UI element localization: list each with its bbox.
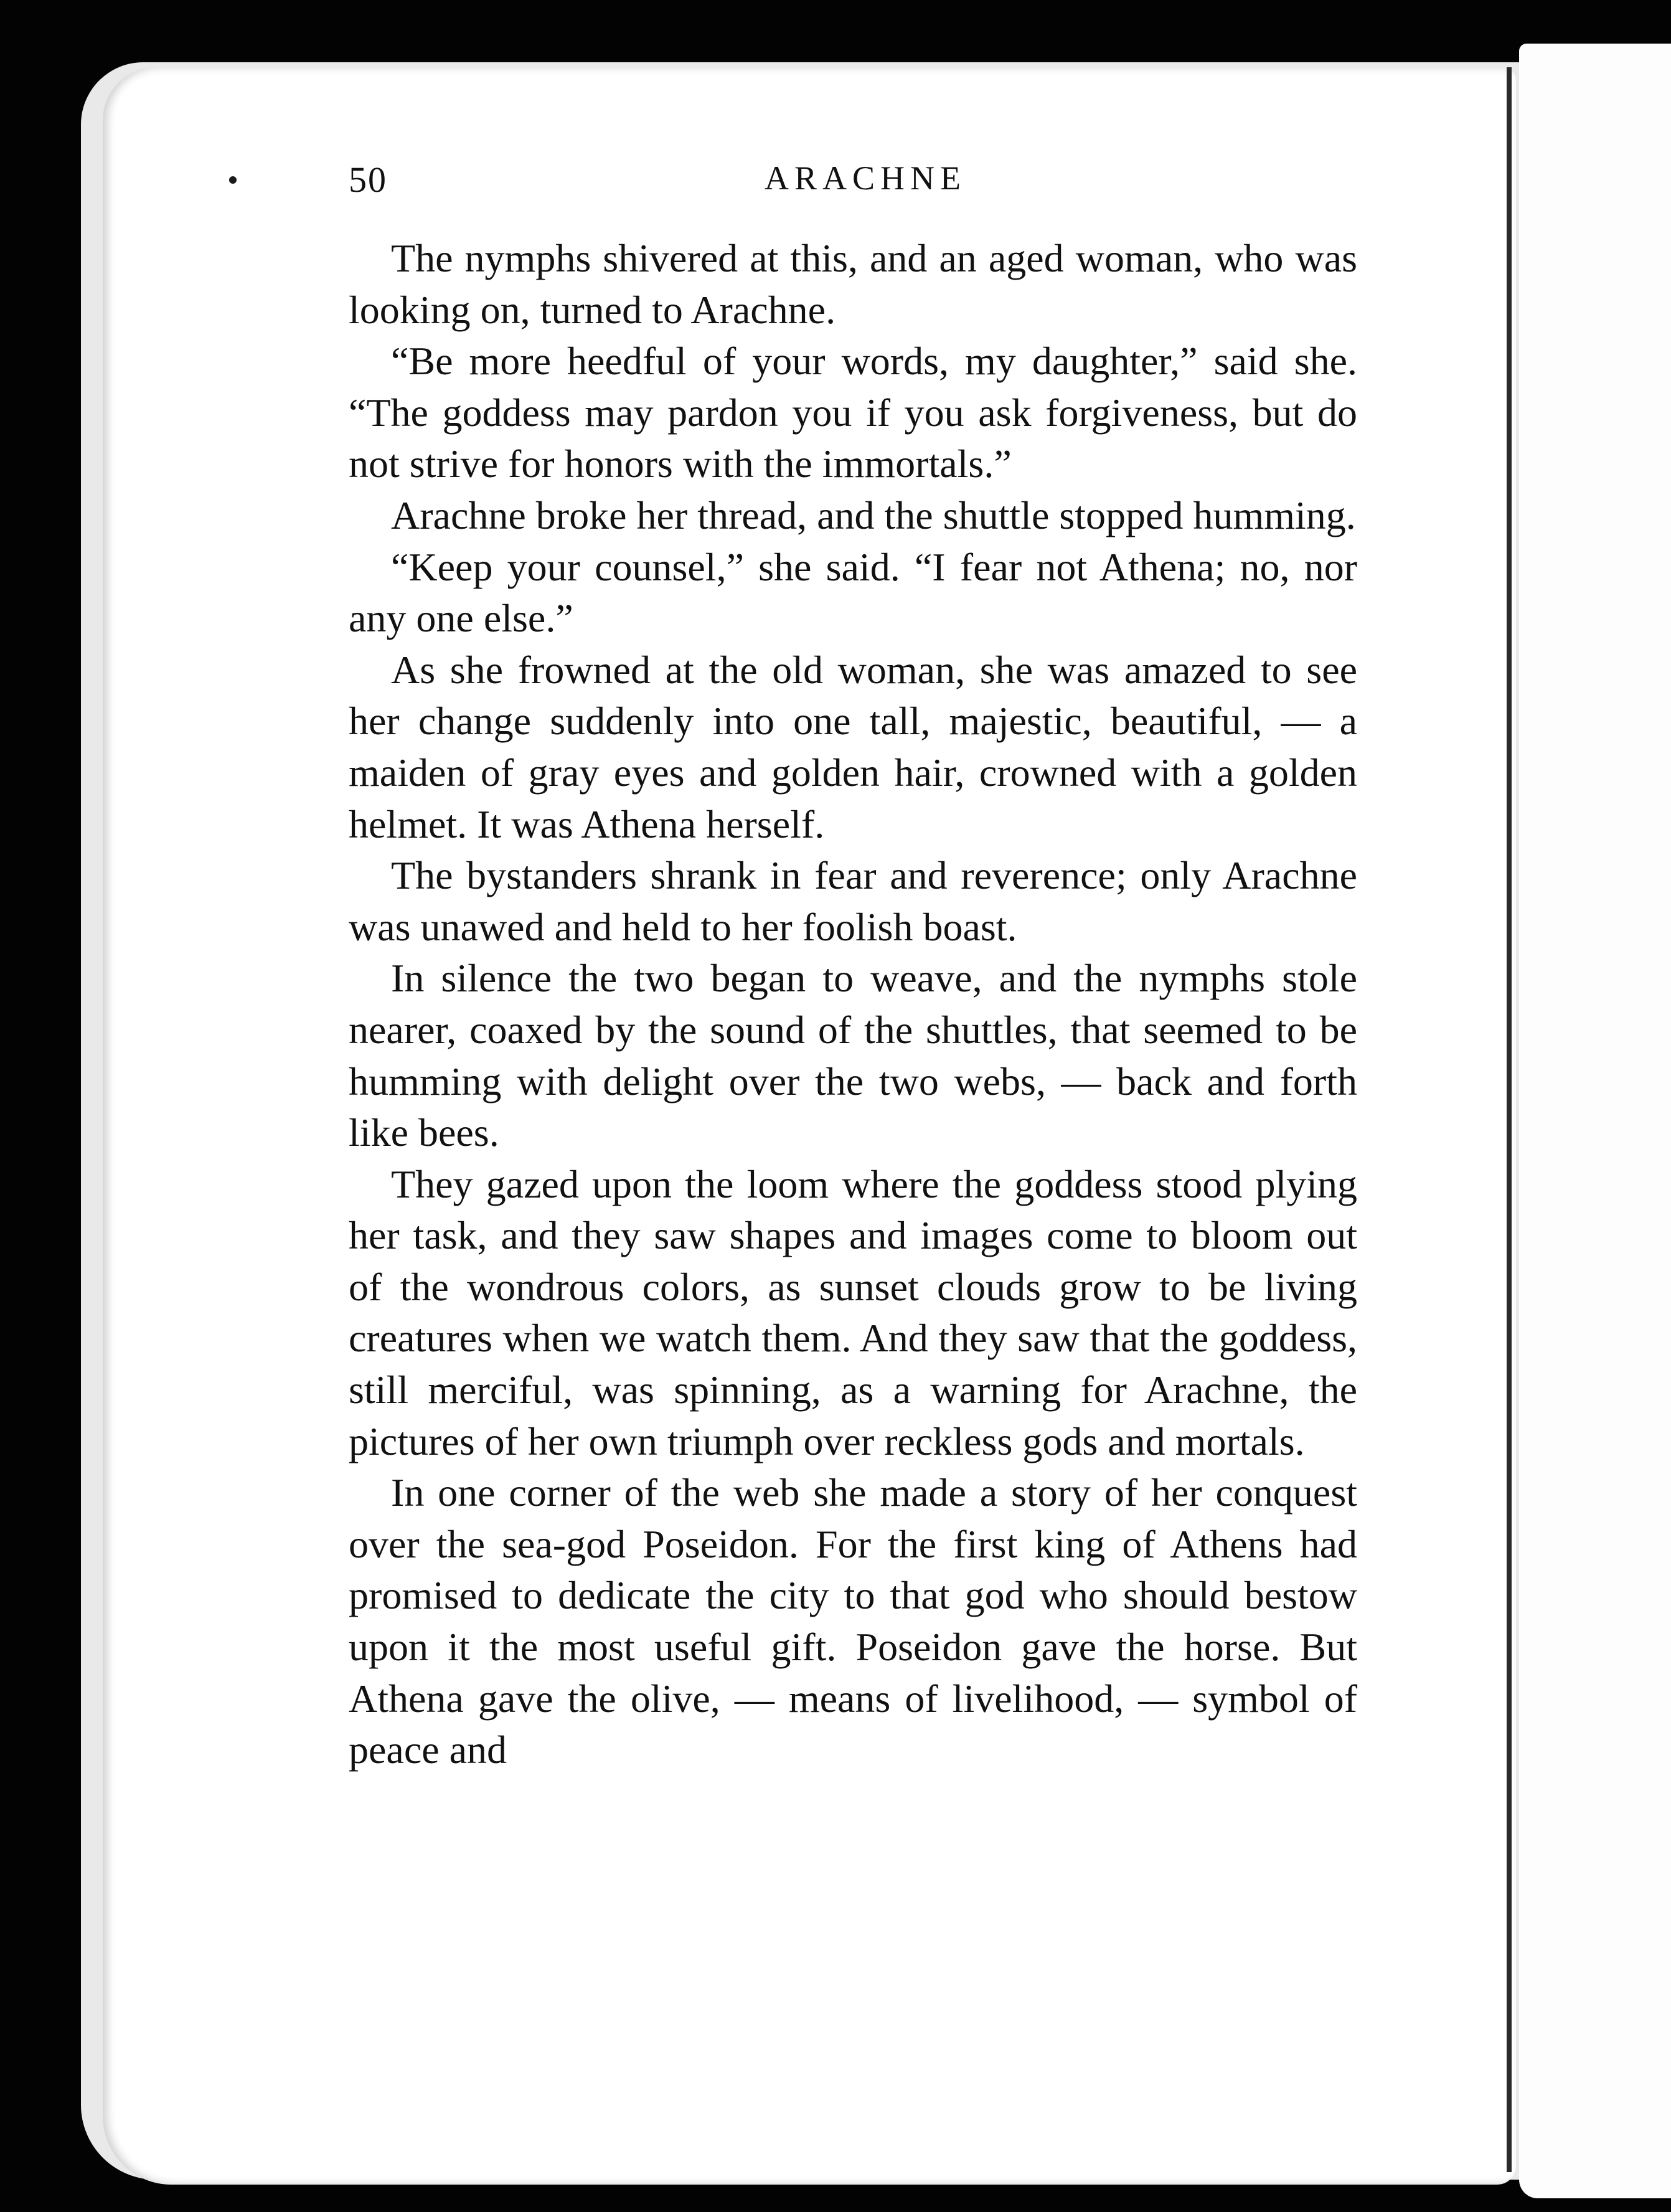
facing-page (1519, 44, 1671, 2198)
paragraph: “Be more heedful of your words, my daughter,” said she. “The goddess may pardon you if you ask forgiveness, but do not strive for honors with the immortals.” (349, 339, 1357, 486)
paragraph: The nymphs shivered at this, and an aged woman, who was looking on, turned to Arachne. (349, 236, 1357, 332)
page-gutter (1507, 67, 1512, 2172)
chapter-title: ARACHNE (764, 159, 966, 197)
paragraph: They gazed upon the loom where the goddess stood plying her task, and they saw shapes and images come to bloom out of the wondrous colors, as sunset clouds grow to be living creatures when we watch them. And they saw that the goddess, still merciful, was spinning, as a warning for Arachne, the pictures of her own triumph over reckless gods and mortals. (349, 1161, 1357, 1463)
page-number: 50 (349, 159, 387, 200)
body-text (349, 233, 1357, 1776)
paragraph: The bystanders shrank in fear and reverence; only Arachne was unawed and held to her foolish boast. (349, 853, 1357, 949)
paragraph: In one corner of the web she made a story of her conquest over the sea-god Poseidon. For the first king of Athens had promised to dedicate the city to that god who should bestow upon it the most useful gift. Poseidon gave the horse. But Athena gave the olive, — means of livelihood, — symbol of peace and (349, 1470, 1357, 1772)
paragraph: “Keep your counsel,” she said. “I fear not Athena; no, nor any one else.” (349, 544, 1357, 641)
paragraph: Arachne broke her thread, and the shuttle stopped humming. (391, 493, 1356, 537)
paragraph: In silence the two began to weave, and the nymphs stole nearer, coaxed by the sound of the shuttles, that seemed to be humming with delight over the two webs, — back and forth like bees. (349, 956, 1357, 1155)
running-head (349, 159, 1357, 209)
paragraph: As she frowned at the old woman, she was amazed to see her change suddenly into one tall, majestic, beautiful, — a maiden of gray eyes and golden hair, crowned with a golden helmet. It was Athena herself. (349, 647, 1357, 846)
scan-speck (229, 176, 237, 184)
